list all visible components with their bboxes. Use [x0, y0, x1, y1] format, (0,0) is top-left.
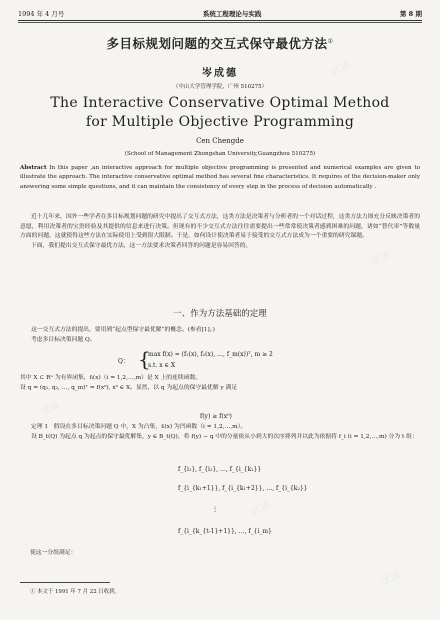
chinese-title — [0, 34, 440, 52]
running-header — [18, 6, 422, 20]
chinese-affiliation: （中山大学管理学院，广州 510275） — [172, 84, 268, 90]
theorem-paragraph: 设 B_t(Q) 为起点 q 为起点的保守最优解集，y ∈ B_t(Q)，将 f(y) − q 中的分量依从小到大的次序排列并以此为依据将 f_i (i = 1,2,…,m) 分为 t 组： — [31, 433, 418, 440]
body-line: 其中 X ⊂ Rⁿ 为有界闭集，fᵢ(x)（i = 1,2,…,m）是 X 上的连续函数。 — [20, 375, 202, 381]
title-footnote-mark: ① — [327, 37, 334, 45]
abstract-label: Abstract — [20, 165, 47, 171]
formula-constraint: s.t. x ∈ X — [148, 362, 176, 369]
introduction — [20, 213, 420, 251]
theorem-text — [20, 423, 420, 442]
body-line: 考虑多目标决策问题 Q。 — [31, 336, 96, 343]
group-row: f_{i_{k_{t-1}+1}}, …, f_{i_m} — [178, 528, 272, 535]
formula-objective: max f(x) = (f₁(x), f₂(x), …, f_m(x))ᵀ, m ≥ 2 — [148, 351, 273, 358]
watermark: 试读 — [379, 570, 403, 589]
chinese-title-text: 多目标规划问题的交互式保守最优方法 — [106, 36, 328, 51]
inequality-formula: f(y) ≥ f(x⁰) — [200, 413, 232, 420]
group-ellipsis: ⋮ — [212, 506, 218, 513]
header-issue-date: 1994 年 4 月号 — [18, 9, 65, 18]
header-rule-thin — [18, 22, 422, 23]
english-title-line-2: for Multiple Objective Programming — [85, 114, 355, 130]
body-tail: 使这一分组满足： — [30, 550, 77, 556]
footnote: ① 本文于 1991 年 7 月 22 日收到。 — [30, 589, 120, 595]
header-issue-number: 第 8 期 — [399, 9, 422, 18]
header-rule — [18, 20, 422, 21]
watermark: 试读 — [369, 250, 393, 269]
formula-label: Q： — [118, 358, 129, 365]
english-title-line-1: The Interactive Conservative Optimal Method — [50, 95, 390, 111]
definitions-text — [20, 374, 420, 393]
formula-brace: { — [138, 347, 151, 371]
group-row: f_{i_{k₁+1}}, f_{i_{k₁+2}}, …, f_{i_{k₂}} — [178, 485, 308, 492]
abstract — [20, 164, 420, 192]
english-affiliation: (School of Management Zhongshan University,Guangzhou 510275) — [124, 151, 316, 157]
intro-paragraph: 近十几年来，国外一些学者在多目标规划问题的研究中提出了交互式方法，这类方法是决策者与分析者的一个对话过程，这类方法力图充分反映决策者的意愿，利用决策者的宝贵经验及其提供的信息来进行决策。但现有的不少交互式方法往往需要提出一些常常使决策者感到困难的问题，诸如“替代率”等数量方面的问题，这就使得这些方法在实际使用上受到很大限制。于是，如何设计使决策者易于接受的交互式方法成为一个重要的研究课题。 — [20, 214, 420, 240]
body-line: 这一交互式方法的提出，要用到“起点型保守最优解”的概念。(参看[1]。) — [31, 327, 215, 333]
chinese-author: 岑成德 — [202, 68, 238, 79]
footnote-rule — [20, 582, 110, 583]
intro-paragraph: 下面，我们提出交互式保守最优方法，这一方法要求决策者回答的问题是容易回答的。 — [31, 242, 252, 249]
body-line: 设 q = (q₁, q₂, …, q_m)ᵀ = f(x⁰), x⁰ ∈ X。显然，以 q 为起点的保守最优解 y 满足 — [20, 384, 238, 391]
watermark: 试读 — [329, 60, 353, 79]
header-journal-name: 系统工程理论与实践 — [202, 9, 262, 18]
abstract-text: In this paper ,an interactive approach for multiple objective programming is presented and numerical examples are given to illustrate the approach. The interactive conservative optimal method has several fine characteristics. It requires of the decision-maker only answering some simple questions, and it can maintain the consistency of every step in the process of decision automatically . — [20, 165, 420, 190]
section-heading: 一、作为方法基础的定理 — [173, 309, 267, 319]
group-row: f_{i₁}, f_{i₂}, …, f_{i_{k₁}} — [178, 466, 262, 473]
section-body-intro — [20, 326, 420, 345]
english-author: Cen Chengde — [196, 137, 244, 145]
watermark: 试读 — [39, 400, 63, 419]
theorem-paragraph: 定理 1 假设在多目标决策问题 Q 中，X 为凸集，fᵢ(x) 为凹函数（i = 1,2,…,m）。 — [31, 424, 247, 430]
watermark: 试读 — [249, 500, 273, 519]
